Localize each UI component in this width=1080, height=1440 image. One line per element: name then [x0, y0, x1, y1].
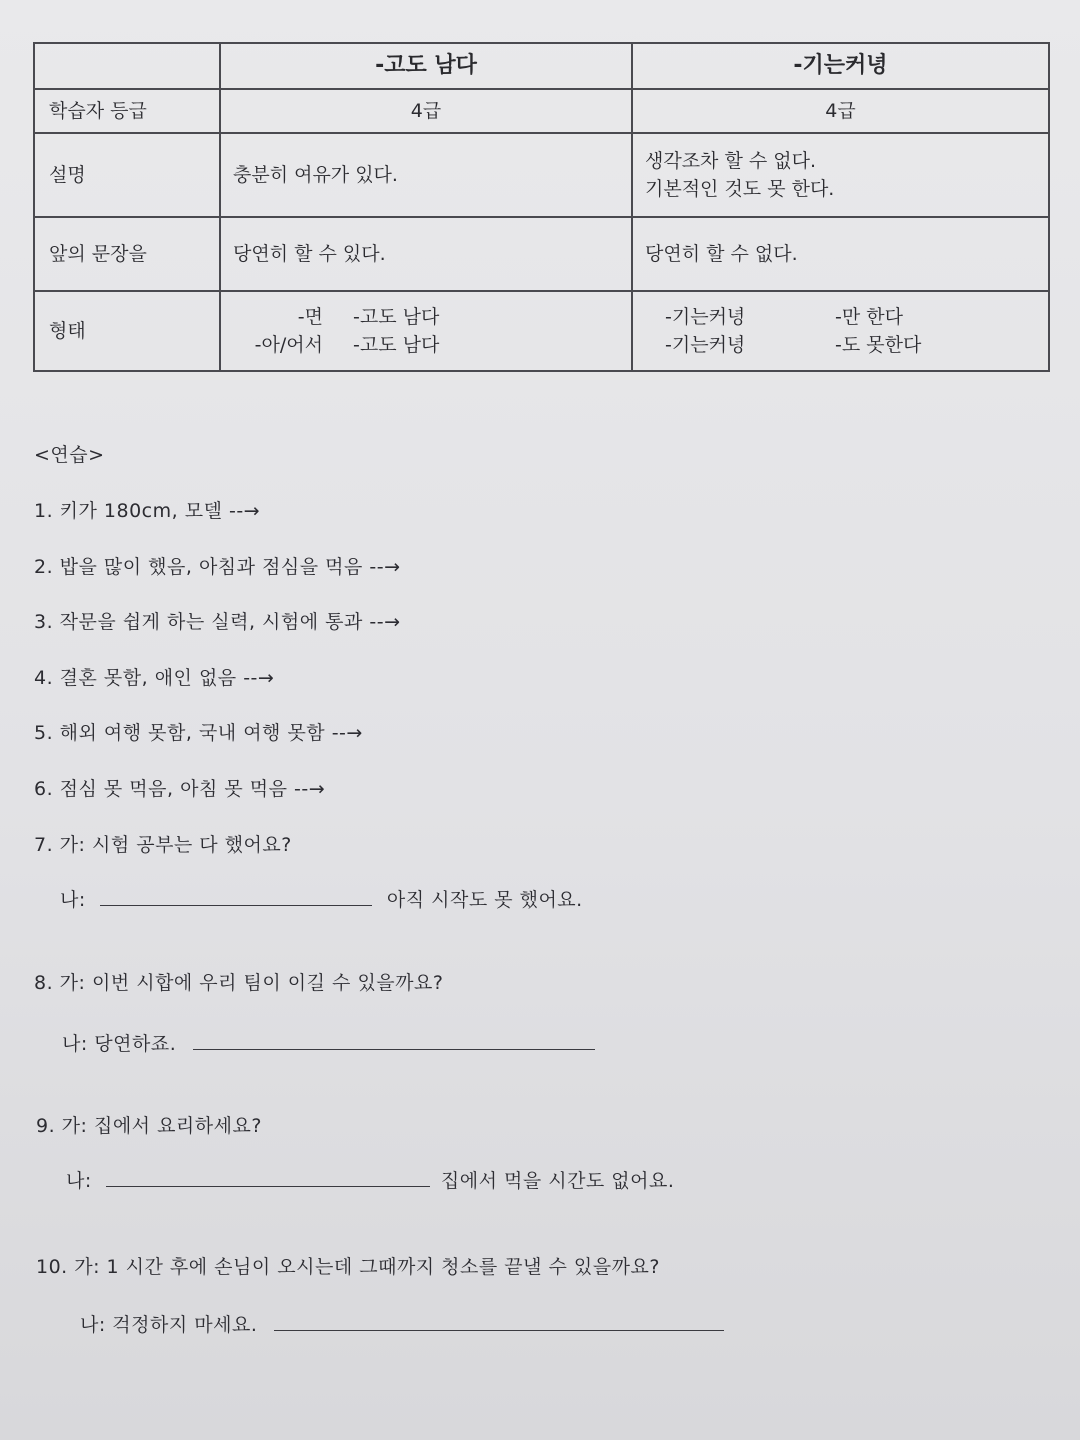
preceding-gineunkeonyeong: 당연히 할 수 없다. [632, 217, 1049, 291]
form-line [645, 303, 1036, 331]
level-gineunkeonyeong: 4급 [632, 89, 1049, 133]
form-ending: -아/어서 [254, 334, 323, 356]
answer-prefix: 나: 당연하죠. [62, 1033, 177, 1055]
exercise-answer-8 [62, 1029, 595, 1056]
header-empty-cell [34, 43, 220, 89]
answer-prefix: 나: [60, 889, 86, 911]
form-line [233, 331, 619, 359]
table-row-form [34, 291, 1049, 371]
form-pattern: -고도 남다 [353, 306, 440, 328]
form-ending: -기는커녕 [665, 334, 746, 356]
form-gineunkeonyeong [632, 291, 1049, 371]
form-godo-namda [220, 291, 632, 371]
explanation-godo-namda: 충분히 여유가 있다. [220, 133, 632, 217]
exercise-question-8: 8. 가: 이번 시합에 우리 팀이 이길 수 있을까요? [34, 972, 444, 994]
table-row-explanation [34, 133, 1049, 217]
grammar-comparison-table [33, 42, 1050, 372]
exercise-item-4: 4. 결혼 못함, 애인 없음 --→ [34, 667, 275, 689]
explanation-line: 기본적인 것도 못 한다. [645, 178, 835, 200]
exercise-item-3: 3. 작문을 쉽게 하는 실력, 시험에 통과 --→ [34, 611, 401, 633]
exercise-answer-7 [60, 885, 583, 912]
form-line [645, 331, 1036, 359]
row-label-preceding-sentence: 앞의 문장을 [34, 217, 220, 291]
preceding-godo-namda: 당연히 할 수 있다. [220, 217, 632, 291]
answer-blank[interactable] [106, 1168, 430, 1187]
form-ending: -기는커녕 [665, 306, 746, 328]
explanation-gineunkeonyeong [632, 133, 1049, 217]
answer-prefix: 나: [66, 1170, 92, 1192]
row-label-level: 학습자 등급 [34, 89, 220, 133]
exercise-answer-10 [80, 1310, 724, 1337]
level-godo-namda: 4급 [220, 89, 632, 133]
table-header-row [34, 43, 1049, 89]
exercise-question-7: 7. 가: 시험 공부는 다 했어요? [34, 834, 292, 856]
table-row-level [34, 89, 1049, 133]
practice-title: <연습> [34, 444, 105, 466]
exercise-item-1: 1. 키가 180cm, 모델 --→ [34, 500, 261, 522]
exercise-answer-9 [66, 1166, 674, 1193]
exercise-question-10: 10. 가: 1 시간 후에 손님이 오시는데 그때까지 청소를 끝낼 수 있을까요? [36, 1256, 660, 1278]
exercise-item-5: 5. 해외 여행 못함, 국내 여행 못함 --→ [34, 722, 363, 744]
form-ending: -면 [297, 306, 323, 328]
answer-suffix: 아직 시작도 못 했어요. [386, 889, 583, 911]
answer-blank[interactable] [193, 1031, 595, 1050]
answer-prefix: 나: 걱정하지 마세요. [80, 1314, 258, 1336]
row-label-explanation: 설명 [34, 133, 220, 217]
header-godo-namda: -고도 남다 [220, 43, 632, 89]
row-label-form: 형태 [34, 291, 220, 371]
answer-blank[interactable] [274, 1312, 724, 1331]
exercise-item-6: 6. 점심 못 먹음, 아침 못 먹음 --→ [34, 778, 326, 800]
exercise-item-2: 2. 밥을 많이 했음, 아침과 점심을 먹음 --→ [34, 556, 401, 578]
exercise-question-9: 9. 가: 집에서 요리하세요? [36, 1115, 262, 1137]
answer-suffix: 집에서 먹을 시간도 없어요. [440, 1170, 675, 1192]
table-row-preceding-sentence [34, 217, 1049, 291]
form-pattern: -만 한다 [835, 306, 903, 328]
explanation-line: 생각조차 할 수 없다. [645, 150, 816, 172]
form-pattern: -고도 남다 [353, 334, 440, 356]
answer-blank[interactable] [100, 887, 372, 906]
header-gineunkeonyeong: -기는커녕 [632, 43, 1049, 89]
form-line [233, 303, 619, 331]
form-pattern: -도 못한다 [835, 334, 922, 356]
